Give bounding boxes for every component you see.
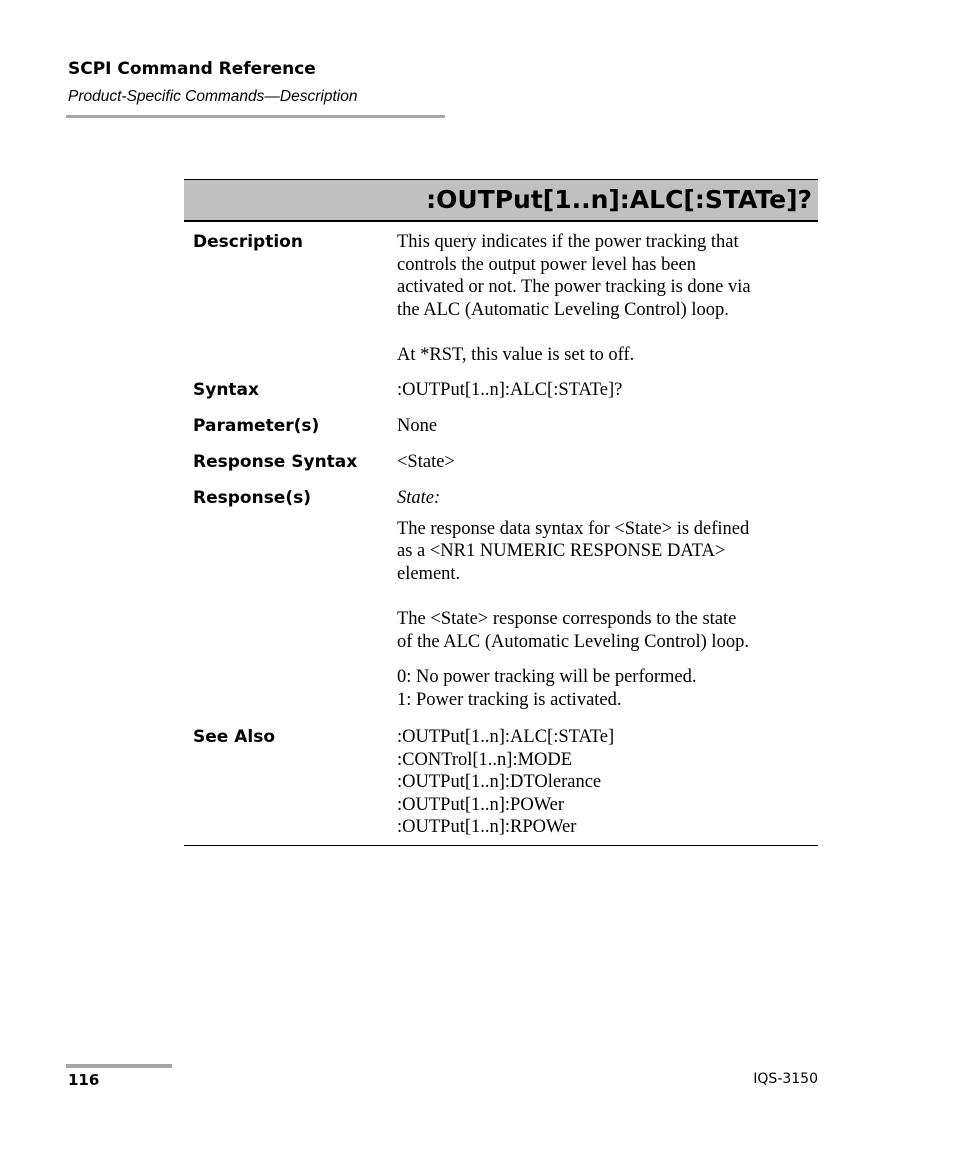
responses-label: Response(s): [193, 488, 311, 508]
see-also-list: [397, 726, 817, 839]
table-bottom-rule: [184, 845, 818, 846]
response-value-line: 1: Power tracking is activated.: [397, 689, 622, 710]
response-value-line: 0: No power tracking will be performed.: [397, 667, 697, 688]
parameters-value: None: [397, 416, 438, 436]
product-model: IQS-3150: [753, 1071, 818, 1087]
command-title-bar: [184, 179, 818, 222]
parameters-label: Parameter(s): [193, 416, 320, 436]
description-line: This query indicates if the power tracking that: [397, 232, 739, 252]
response-line: element.: [397, 563, 461, 584]
description-line: controls the output power level has been: [397, 254, 696, 275]
syntax-value: :OUTPut[1..n]:ALC[:STATe]?: [397, 380, 623, 400]
description-line: activated or not. The power tracking is done via: [397, 277, 751, 298]
response-line: The <State> response corresponds to the state: [397, 608, 737, 629]
command-title: :OUTPut[1..n]:ALC[:STATe]?: [426, 185, 812, 214]
response-param-name: State:: [397, 488, 441, 508]
response-line: The response data syntax for <State> is defined: [397, 518, 750, 539]
page-number: 116: [68, 1071, 100, 1089]
see-also-item: :OUTPut[1..n]:POWer: [397, 794, 565, 815]
see-also-item: :OUTPut[1..n]:ALC[:STATe]: [397, 727, 615, 747]
section-subtitle: Product-Specific Commands—Description: [68, 88, 358, 105]
see-also-label: See Also: [193, 727, 276, 747]
see-also-item: :CONTrol[1..n]:MODE: [397, 749, 573, 770]
header-divider: [66, 115, 445, 118]
description-line: the ALC (Automatic Leveling Control) loop.: [397, 299, 729, 320]
response-line: as a <NR1 NUMERIC RESPONSE DATA>: [397, 541, 726, 562]
see-also-item: :OUTPut[1..n]:RPOWer: [397, 817, 577, 838]
syntax-label: Syntax: [193, 380, 259, 400]
response-line: of the ALC (Automatic Leveling Control) loop.: [397, 631, 749, 652]
description-label: Description: [193, 232, 303, 252]
rst-note: At *RST, this value is set to off.: [397, 344, 635, 365]
section-title: SCPI Command Reference: [68, 59, 316, 79]
responses-value: [397, 487, 817, 711]
see-also-item: :OUTPut[1..n]:DTOlerance: [397, 772, 602, 793]
description-value: [397, 231, 817, 367]
response-syntax-label: Response Syntax: [193, 452, 358, 472]
footer-divider: [66, 1064, 172, 1068]
response-syntax-value: <State>: [397, 452, 455, 472]
